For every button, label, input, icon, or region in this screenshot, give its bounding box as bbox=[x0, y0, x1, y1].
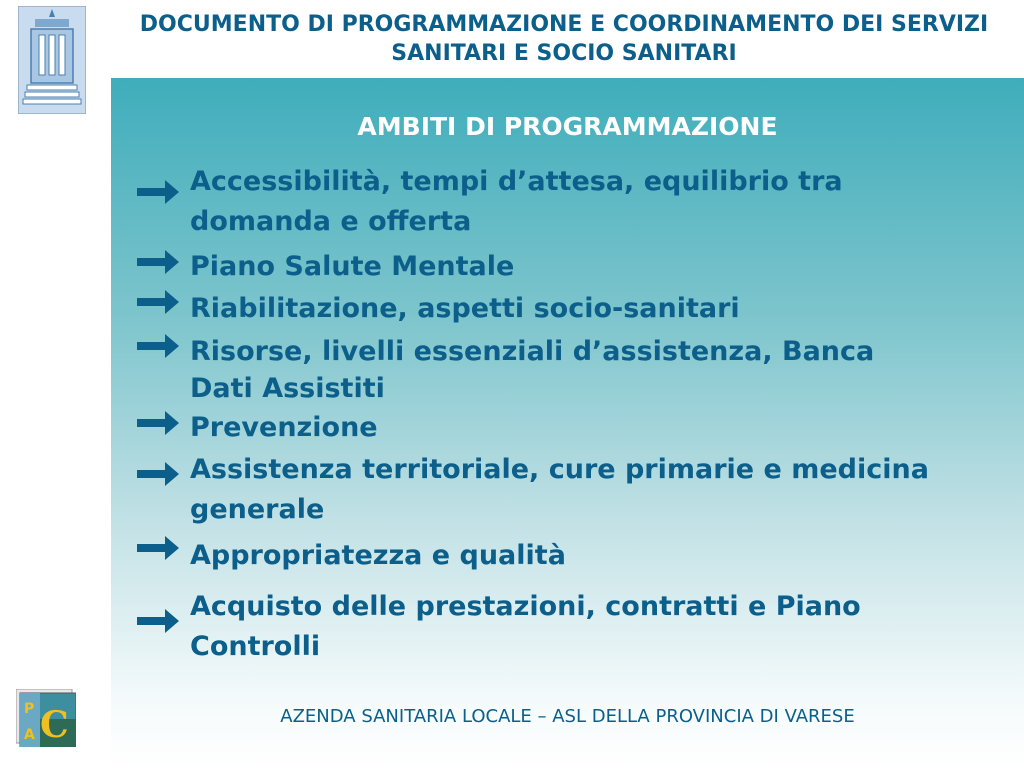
section-title: AMBITI DI PROGRAMMAZIONE bbox=[357, 112, 778, 141]
page-title: DOCUMENTO DI PROGRAMMAZIONE E COORDINAMENTO DEI SERVIZI SANITARI E SOCIO SANITARI bbox=[139, 12, 989, 66]
list-item-line: Assistenza territoriale, cure primarie e medicina bbox=[190, 454, 929, 485]
arrow-right-icon bbox=[137, 290, 179, 314]
list-item bbox=[190, 289, 1020, 329]
list-item-line: Appropriatezza e qualità bbox=[190, 540, 566, 571]
arrow-right-icon bbox=[137, 250, 179, 274]
list-item bbox=[190, 162, 1020, 242]
list-item-line: Piano Salute Mentale bbox=[190, 251, 515, 282]
list-item-line: Prevenzione bbox=[190, 412, 378, 443]
pac-logo-letter: P bbox=[24, 701, 35, 717]
arrow-right-icon bbox=[137, 334, 179, 358]
list-item-line: Controlli bbox=[190, 631, 321, 662]
list-item bbox=[190, 587, 1020, 667]
list-item bbox=[190, 332, 1020, 409]
list-item bbox=[190, 450, 1020, 530]
pac-logo bbox=[16, 689, 76, 747]
pac-logo-letter: A bbox=[24, 727, 35, 743]
list-item bbox=[190, 536, 1020, 576]
list-item-line: Accessibilità, tempi d’attesa, equilibrio tra bbox=[190, 166, 843, 197]
list-item-line: Dati Assistiti bbox=[190, 373, 385, 404]
pac-logo-letter: C bbox=[40, 704, 69, 746]
building-logo bbox=[18, 6, 86, 114]
list-item bbox=[190, 247, 1020, 287]
list-item bbox=[190, 408, 1020, 448]
arrow-right-icon bbox=[137, 536, 179, 560]
list-item-line: Riabilitazione, aspetti socio-sanitari bbox=[190, 293, 740, 324]
arrow-right-icon bbox=[137, 411, 179, 435]
arrow-right-icon bbox=[137, 462, 179, 486]
list-item-line: Risorse, livelli essenziali d’assistenza, Banca bbox=[190, 336, 875, 367]
list-item-line: Acquisto delle prestazioni, contratti e Piano bbox=[190, 591, 861, 622]
arrow-right-icon bbox=[137, 180, 179, 204]
footer-text: AZENDA SANITARIA LOCALE – ASL DELLA PROVINCIA DI VARESE bbox=[280, 706, 855, 727]
list-item-line: generale bbox=[190, 494, 325, 525]
list-item-line: domanda e offerta bbox=[190, 206, 472, 237]
arrow-right-icon bbox=[137, 609, 179, 633]
